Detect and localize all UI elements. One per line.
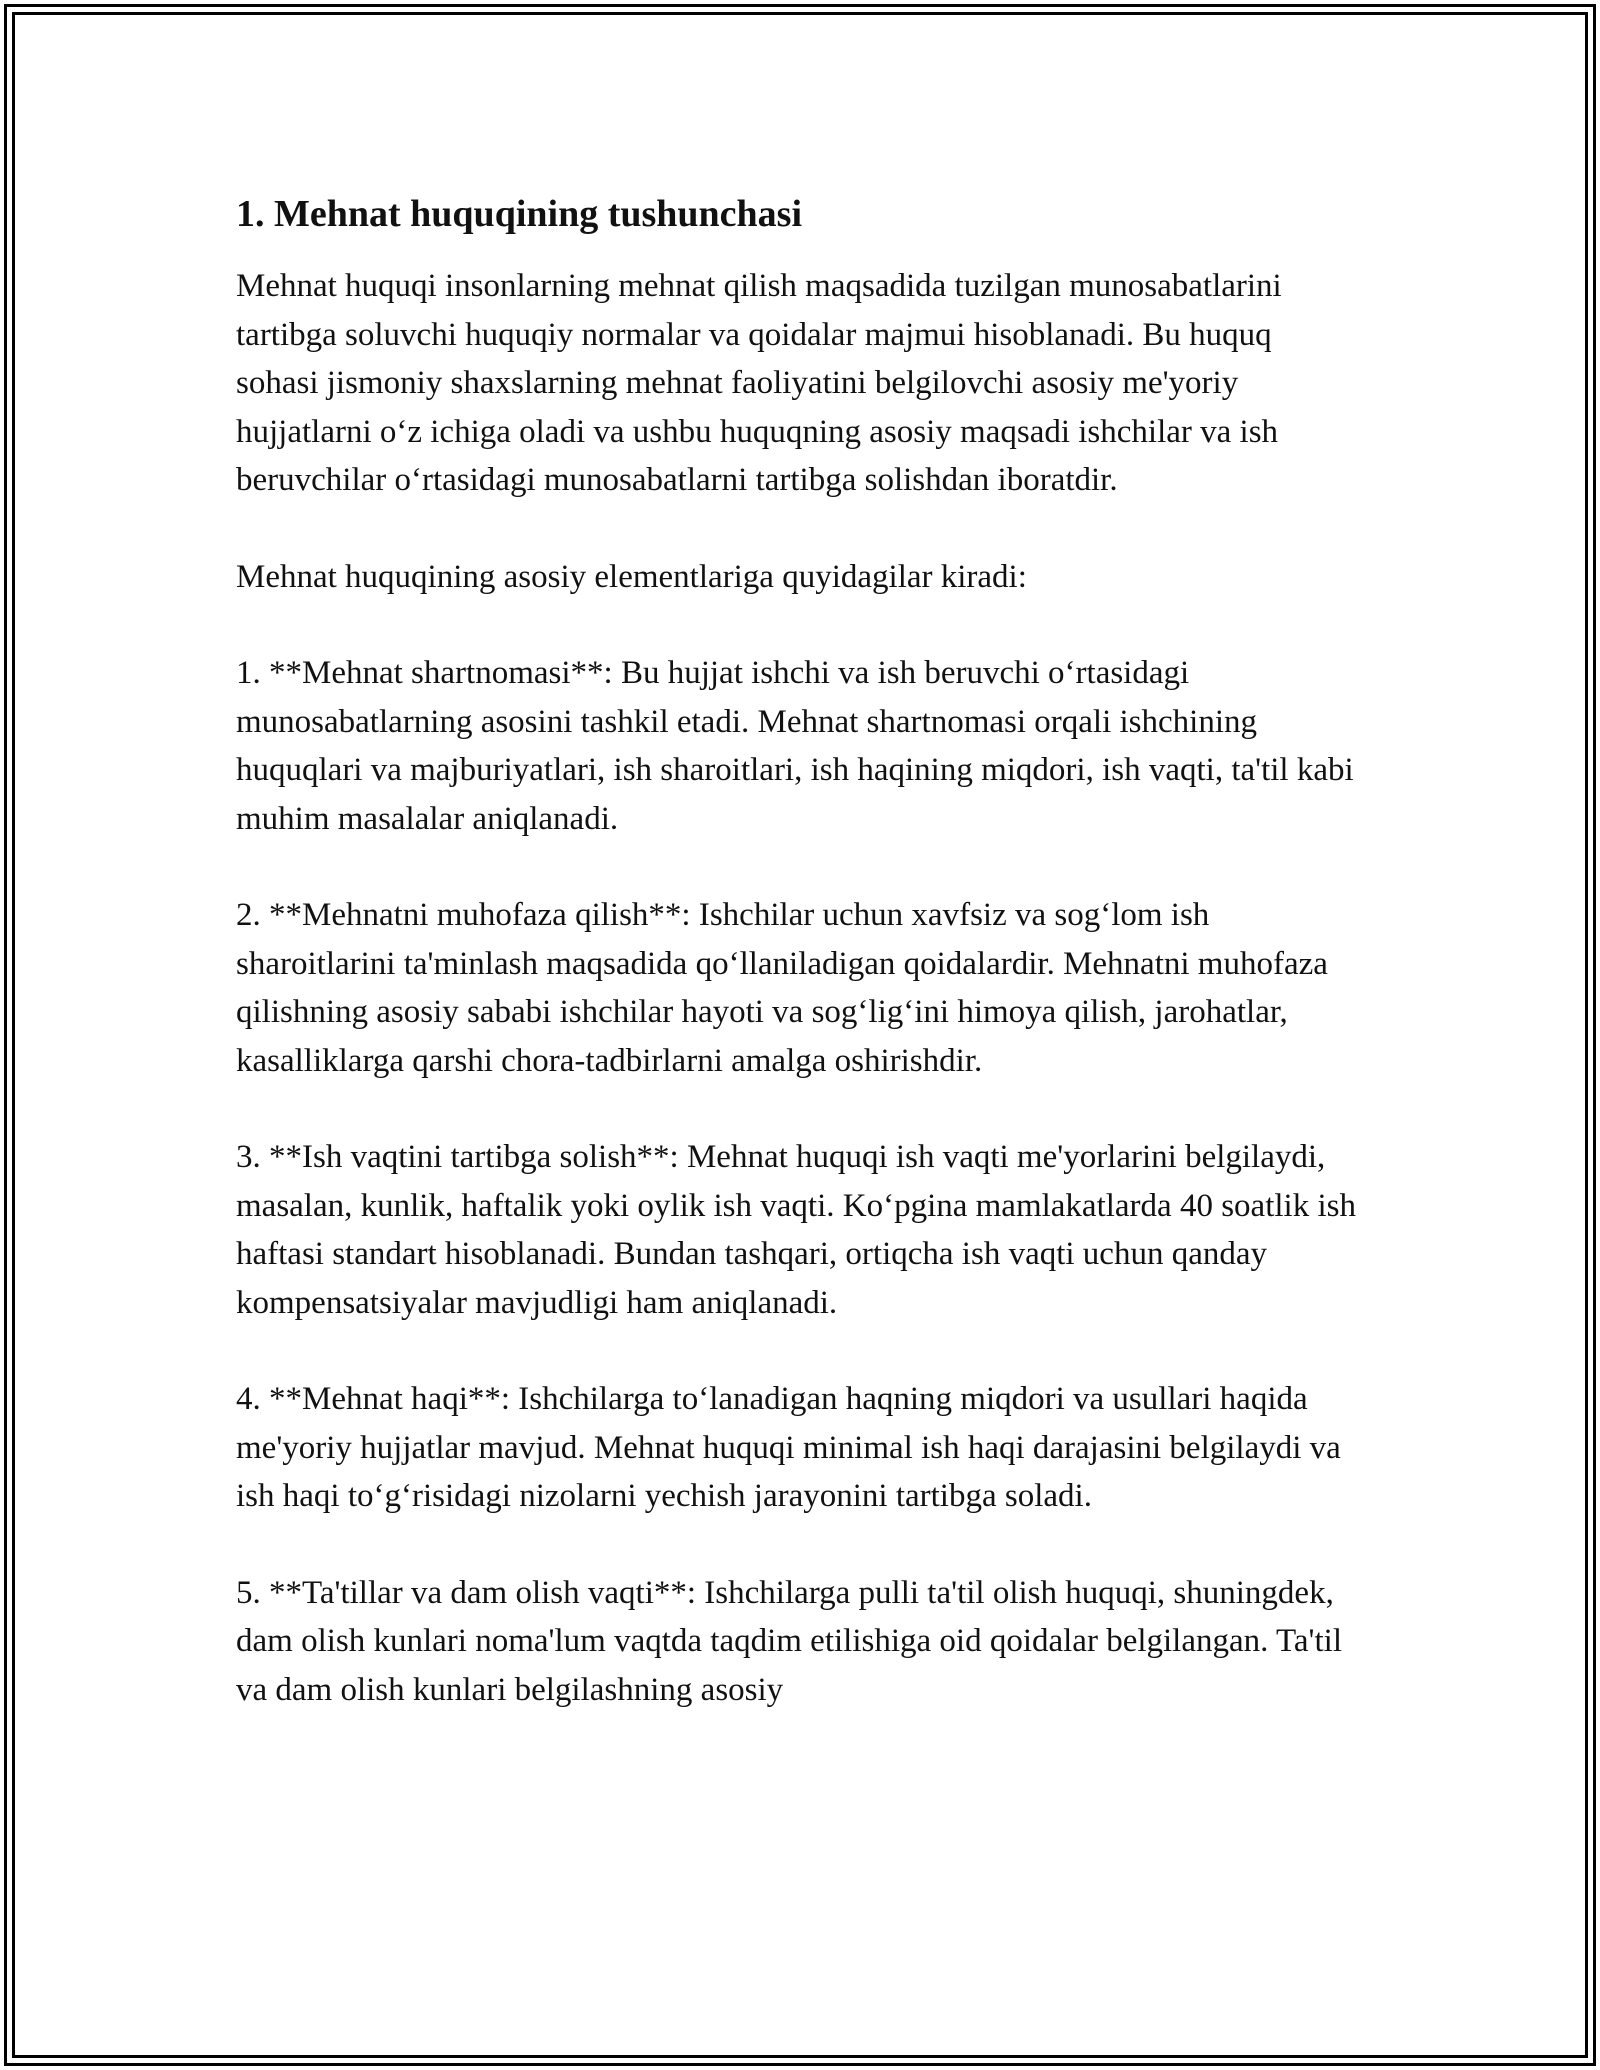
- paragraph-elements-intro: Mehnat huquqining asosiy elementlariga quyidagilar kiradi:: [236, 558, 1027, 595]
- list-item-vacations: 5. **Ta'tillar va dam olish vaqti**: Ishchilarga pulli ta'til olish huquqi, shuningdek, dam olish kunlari noma'lum vaqtda taqdim etilishiga oid qoidalar belgilangan. Ta'til va dam olish kunlari belgilashning asosiy: [236, 1574, 1342, 1708]
- section-heading: 1. Mehnat huquqining tushunchasi: [236, 193, 803, 235]
- list-item-employment-contract: 1. **Mehnat shartnomasi**: Bu hujjat ishchi va ish beruvchi o‘rtasidagi munosabatlarning asosini tashkil etadi. Mehnat shartnomasi orqali ishchining huquqlari va majburiyatlari, ish sharoitlari, ish haqining miqdori, ish vaqti, ta'til kabi muhim masalalar aniqlanadi.: [236, 655, 1354, 837]
- list-item-working-time: 3. **Ish vaqtini tartibga solish**: Mehnat huquqi ish vaqti me'yorlarini belgilaydi, masalan, kunlik, haftalik yoki oylik ish vaqti. Ko‘pgina mamlakatlarda 40 soatlik ish haftasi standart hisoblanadi. Bundan tashqari, ortiqcha ish vaqti uchun qanday kompensatsiyalar mavjudligi ham aniqlanadi.: [236, 1139, 1356, 1321]
- list-item-wages: 4. **Mehnat haqi**: Ishchilarga to‘lanadigan haqning miqdori va usullari haqida me'yoriy hujjatlar mavjud. Mehnat huquqi minimal ish haqi darajasini belgilaydi va ish haqi to‘g‘risidagi nizolarni yechish jarayonini tartibga soladi.: [236, 1381, 1341, 1514]
- document-body: [236, 186, 1361, 1714]
- paragraph-definition: Mehnat huquqi insonlarning mehnat qilish maqsadida tuzilgan munosabatlarini tartibga soluvchi huquqiy normalar va qoidalar majmui hisoblanadi. Bu huquq sohasi jismoniy shaxslarning mehnat faoliyatini belgilovchi asosiy me'yoriy hujjatlarni o‘z ichiga oladi va ushbu huquqning asosiy maqsadi ishchilar va ish beruvchilar o‘rtasidagi munosabatlarni tartibga solishdan iboratdir.: [236, 268, 1282, 498]
- list-item-labor-protection: 2. **Mehnatni muhofaza qilish**: Ishchilar uchun xavfsiz va sog‘lom ish sharoitlarini ta'minlash maqsadida qo‘llaniladigan qoidalardir. Mehnatni muhofaza qilishning asosiy sababi ishchilar hayoti va sog‘lig‘ini himoya qilish, jarohatlar, kasalliklarga qarshi chora-tadbirlarni amalga oshirishdir.: [236, 897, 1328, 1079]
